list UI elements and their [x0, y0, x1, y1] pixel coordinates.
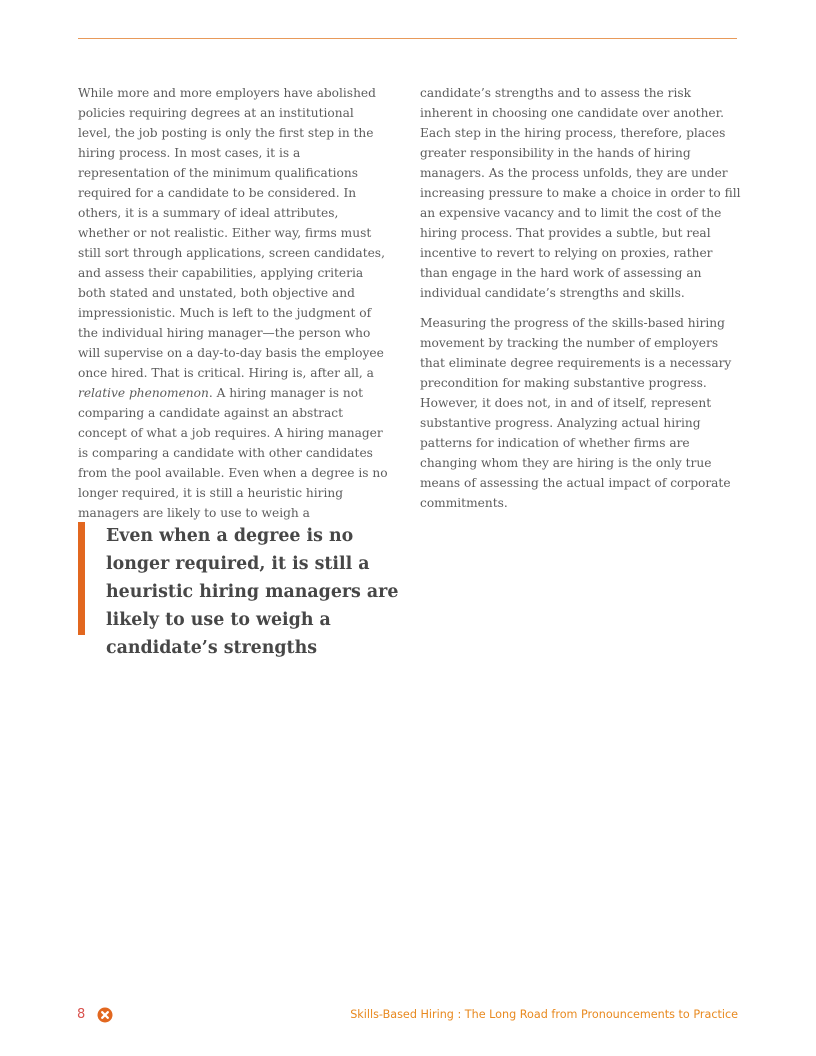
footer-title: Skills-Based Hiring : The Long Road from Pronouncements to Practice — [350, 1008, 738, 1021]
left-column — [78, 83, 388, 533]
right-paragraph-2: Measuring the progress of the skills-based hiring movement by tracking the number of employers that eliminate degree requirements is a necessary precondition for making substantive progress. However, it does not, in and of itself, represent substantive progress. Analyzing actual hiring patterns for indication of whether firms are changing whom they are hiring is the only true means of assessing the actual impact of corporate commitments. — [420, 316, 732, 510]
left-text-part-1: While more and more employers have abolished policies requiring degrees at an institutional level, the job posting is only the first step in the hiring process. In most cases, it is a representation of the minimum qualifications required for a candidate to be considered. In others, it is a summary of ideal attributes, whether or not realistic. Either way, firms must still sort through applications, screen candidates, and assess their capabilities, applying criteria both stated and unstated, both objective and impressionistic. Much is left to the judgment of the individual hiring manager—the person who will supervise on a day-to-day basis the employee once hired. That is critical. Hiring is, after all, a — [78, 86, 385, 380]
pull-quote — [78, 522, 405, 658]
header-rule — [78, 38, 737, 39]
left-text-part-2: . A hiring manager is not comparing a candidate against an abstract concept of what a job requires. A hiring manager is comparing a candidate with other candidates from the pool available. Even when a degree is no longer required, it is still a heuristic hiring managers are likely to use to weigh a — [78, 386, 388, 520]
close-circle-icon — [97, 1007, 113, 1023]
right-paragraph-1: candidate’s strengths and to assess the risk inherent in choosing one candidate over another. Each step in the hiring process, therefore, places greater responsibility in the hands of hiring managers. As the process unfolds, they are under increasing pressure to make a choice in order to fill an expensive vacancy and to limit the cost of the hiring process. That provides a subtle, but real incentive to revert to relying on proxies, rather than engage in the hard work of assessing an individual candidate’s strengths and skills. — [420, 86, 741, 300]
right-column — [420, 83, 742, 523]
page-number: 8 — [77, 1007, 86, 1022]
pull-quote-text: Even when a degree is no longer required, it is still a heuristic hiring managers are likely to use to weigh a candidate’s strengths — [106, 526, 399, 658]
left-paragraph — [78, 83, 388, 523]
left-text-emphasis: relative phenomenon — [78, 386, 209, 400]
